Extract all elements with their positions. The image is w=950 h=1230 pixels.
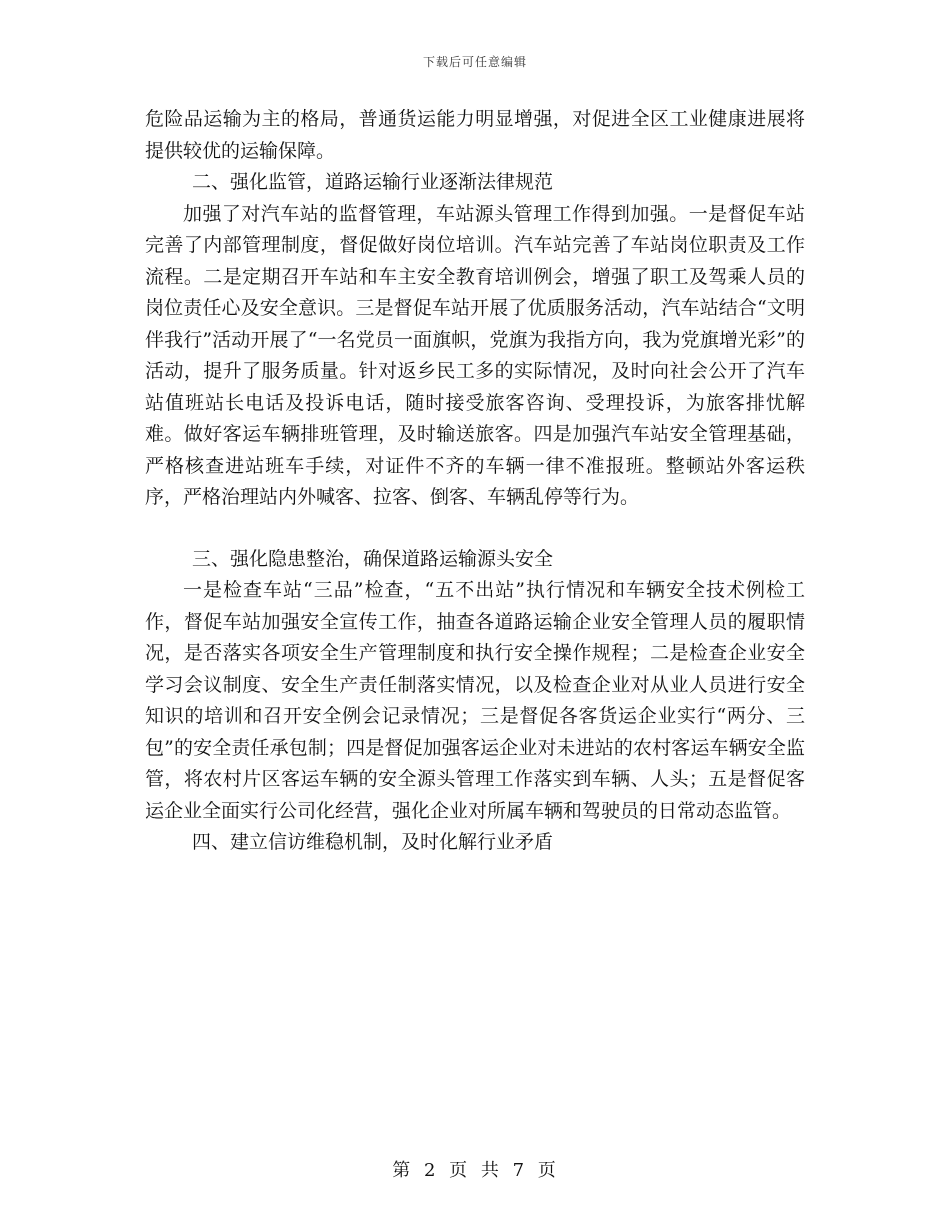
section-heading-4: 四、建立信访维稳机制，及时化解行业矛盾 — [192, 831, 554, 853]
page-header: 下载后可任意编辑 — [422, 55, 527, 69]
document-body — [145, 104, 805, 859]
paragraph-continuation: 危险品运输为主的格局，普通货运能力明显增强，对促进全区工业健康进展将提供较优的运输保障。 — [145, 108, 805, 162]
paragraph-section-2: 加强了对汽车站的监督管理，车站源头管理工作得到加强。一是督促车站完善了内部管理制度，督促做好岗位培训。汽车站完善了车站岗位职责及工作流程。二是定期召开车站和车主安全教育培训例会，增强了职工及驾乘人员的岗位责任心及安全意识。三是督促车站开展了优质服务活动，汽车站结合“文明伴我行”活动开展了“一名党员一面旗帜，党旗为我指方向，我为党旗增光彩”的活动，提升了服务质量。针对返乡民工多的实际情况，及时向社会公开了汽车站值班站长电话及投诉电话，随时接受旅客咨询、受理投诉，为旅客排忧解难。做好客运车辆排班管理，及时输送旅客。四是加强汽车站安全管理基础，严格核查进站班车手续，对证件不齐的车辆一律不准报班。整顿站外客运秩序，严格治理站内外喊客、拉客、倒客、车辆乱停等行为。 — [145, 202, 805, 508]
page-footer: 第 2 页 共 7 页 — [392, 1160, 558, 1181]
section-heading-3: 三、强化隐患整治，确保道路运输源头安全 — [192, 547, 554, 570]
section-heading-2: 二、强化监管，道路运输行业逐渐法律规范 — [192, 171, 554, 193]
paragraph-gap — [145, 514, 805, 544]
paragraph-section-3: 一是检查车站“三品”检查，“五不出站”执行情况和车辆安全技术例检工作，督促车站加强安全宣传工作，抽查各道路运输企业安全管理人员的履职情况，是否落实各项安全生产管理制度和执行安全操作规程；二是检查企业安全学习会议制度、安全生产责任制落实情况，以及检查企业对从业人员进行安全知识的培训和召开安全例会记录情况；三是督促各客货运企业实行“两分、三包”的安全责任承包制；四是督促加强客运企业对未进站的农村客运车辆安全监管，将农村片区客运车辆的安全源头管理工作落实到车辆、人头；五是督促客运企业全面实行公司化经营，强化企业对所属车辆和驾驶员的日常动态监管。 — [145, 579, 805, 822]
